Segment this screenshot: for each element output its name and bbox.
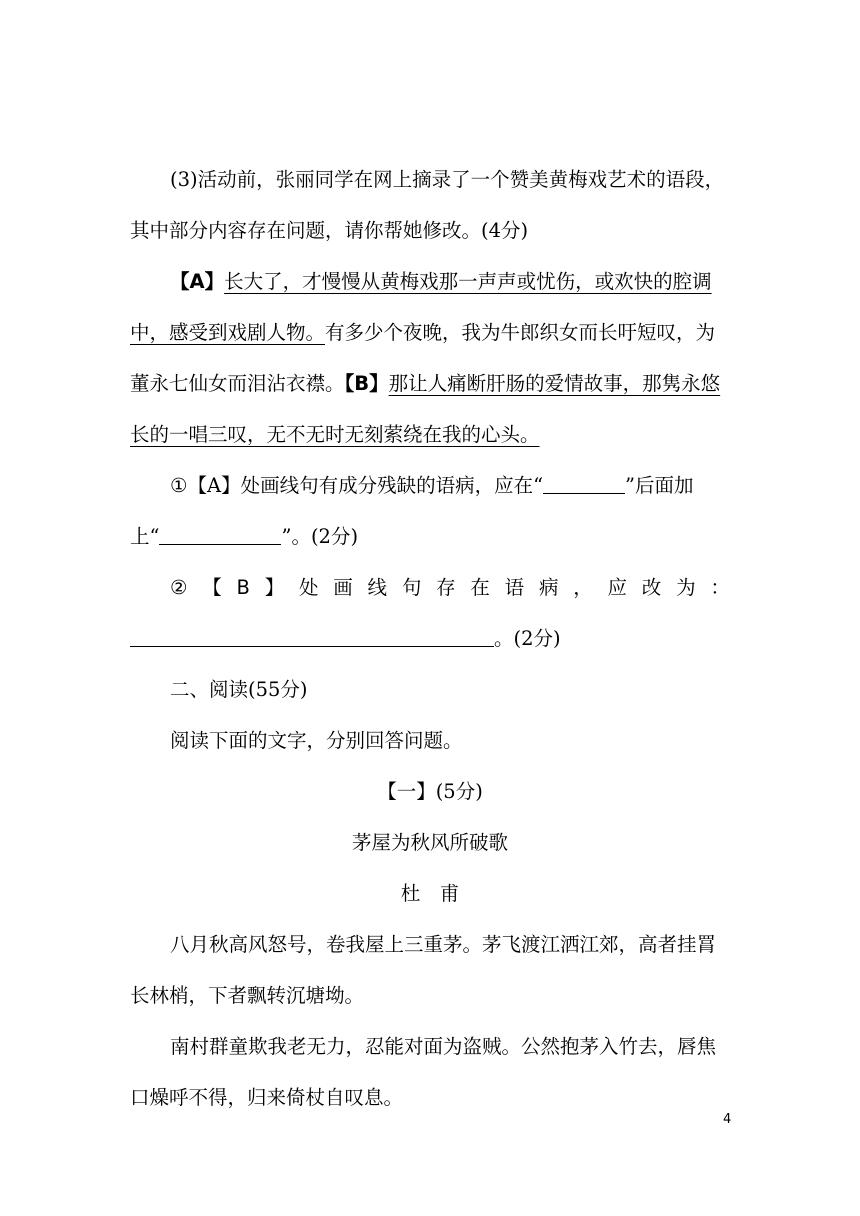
page-number: 4 bbox=[723, 1112, 732, 1127]
document-page bbox=[130, 154, 730, 1123]
sub-question-1-line-2 bbox=[130, 511, 730, 562]
sub2-char: 线 bbox=[367, 576, 388, 599]
underlined-sentence-a-part2: 中，感受到戏剧人物。 bbox=[130, 321, 326, 344]
passage-line-4 bbox=[130, 409, 730, 460]
passage-line-2 bbox=[130, 307, 730, 358]
passage-middle-2: 董永七仙女而泪沾衣襟。 bbox=[130, 372, 345, 395]
answer-blank-1[interactable] bbox=[543, 473, 625, 494]
sub2-char: 病 bbox=[538, 576, 559, 599]
sub1-line2-prefix: 上“ bbox=[130, 525, 160, 548]
sub-question-2-line-2 bbox=[130, 613, 730, 664]
sub2-char: 应 bbox=[607, 576, 628, 599]
sub2-char: 在 bbox=[470, 576, 490, 599]
passage-middle-1: 有多少个夜晚，我为牛郎织女而长吁短叹，为 bbox=[325, 321, 716, 344]
q3-line-2: 其中部分内容存在问题，请你帮她修改。(4分) bbox=[130, 219, 529, 242]
poem-author: 杜 甫 bbox=[400, 882, 460, 905]
answer-blank-2[interactable] bbox=[159, 524, 281, 545]
sub2-char: B bbox=[236, 576, 250, 599]
section-2-instruction: 阅读下面的文字，分别回答问题。 bbox=[170, 729, 463, 752]
poem-stanza-1-line-2: 长林梢，下者飘转沉塘坳。 bbox=[130, 984, 365, 1007]
sub1-prefix: ①【A】处画线句有成分残缺的语病，应在“ bbox=[170, 474, 544, 497]
poem-stanza-1-line-1: 八月秋高风怒号，卷我屋上三重茅。茅飞渡江洒江郊，高者挂罥 bbox=[170, 933, 717, 956]
poem-title: 茅屋为秋风所破歌 bbox=[351, 831, 508, 854]
answer-blank-3[interactable] bbox=[130, 626, 494, 647]
passage-line-3 bbox=[130, 358, 730, 409]
sub2-char: 改 bbox=[641, 576, 662, 599]
underlined-sentence-b-part2: 长的一唱三叹，无不无时无刻萦绕在我的心头。 bbox=[130, 423, 540, 446]
sub1-line2-suffix: ”。(2分) bbox=[281, 525, 359, 548]
sub2-char: 处 bbox=[298, 576, 319, 599]
sub2-char: 】 bbox=[264, 576, 285, 599]
q3-line-1: (3)活动前，张丽同学在网上摘录了一个赞美黄梅戏艺术的语段， bbox=[170, 168, 725, 191]
sub2-char: 句 bbox=[401, 576, 422, 599]
underlined-sentence-b-part1: 那让人痛断肝肠的爱情故事，那隽永悠 bbox=[388, 372, 721, 395]
sub2-char: 存 bbox=[436, 576, 456, 599]
sub2-char: 【 bbox=[202, 576, 222, 599]
sub-question-2-line-1 bbox=[130, 562, 730, 613]
sub2-char: ， bbox=[573, 576, 593, 599]
sub-question-1-line-1 bbox=[130, 460, 730, 511]
sub2-char: ： bbox=[710, 576, 730, 599]
sub2-char: 画 bbox=[333, 576, 353, 599]
passage-line-1 bbox=[130, 256, 730, 307]
sub2-char: 语 bbox=[504, 576, 525, 599]
poem-part-heading: 【一】(5分) bbox=[377, 780, 483, 803]
tag-b: 【B】 bbox=[344, 372, 389, 395]
underlined-sentence-a-part1: 长大了，才慢慢从黄梅戏那一声声或忧伤，或欢快的腔调 bbox=[224, 270, 712, 293]
tag-a: 【A】 bbox=[170, 270, 225, 293]
sub2-char: ② bbox=[170, 576, 188, 599]
poem-stanza-2-line-1: 南村群童欺我老无力，忍能对面为盗贼。公然抱茅入竹去，唇焦 bbox=[170, 1035, 717, 1058]
sub2-char: 为 bbox=[676, 576, 696, 599]
section-2-title: 二、阅读(55分) bbox=[170, 678, 308, 701]
sub2-line2-suffix: 。(2分) bbox=[494, 627, 561, 650]
sub1-suffix: ”后面加 bbox=[625, 474, 694, 497]
poem-stanza-2-line-2: 口燥呼不得，归来倚杖自叹息。 bbox=[130, 1086, 404, 1109]
